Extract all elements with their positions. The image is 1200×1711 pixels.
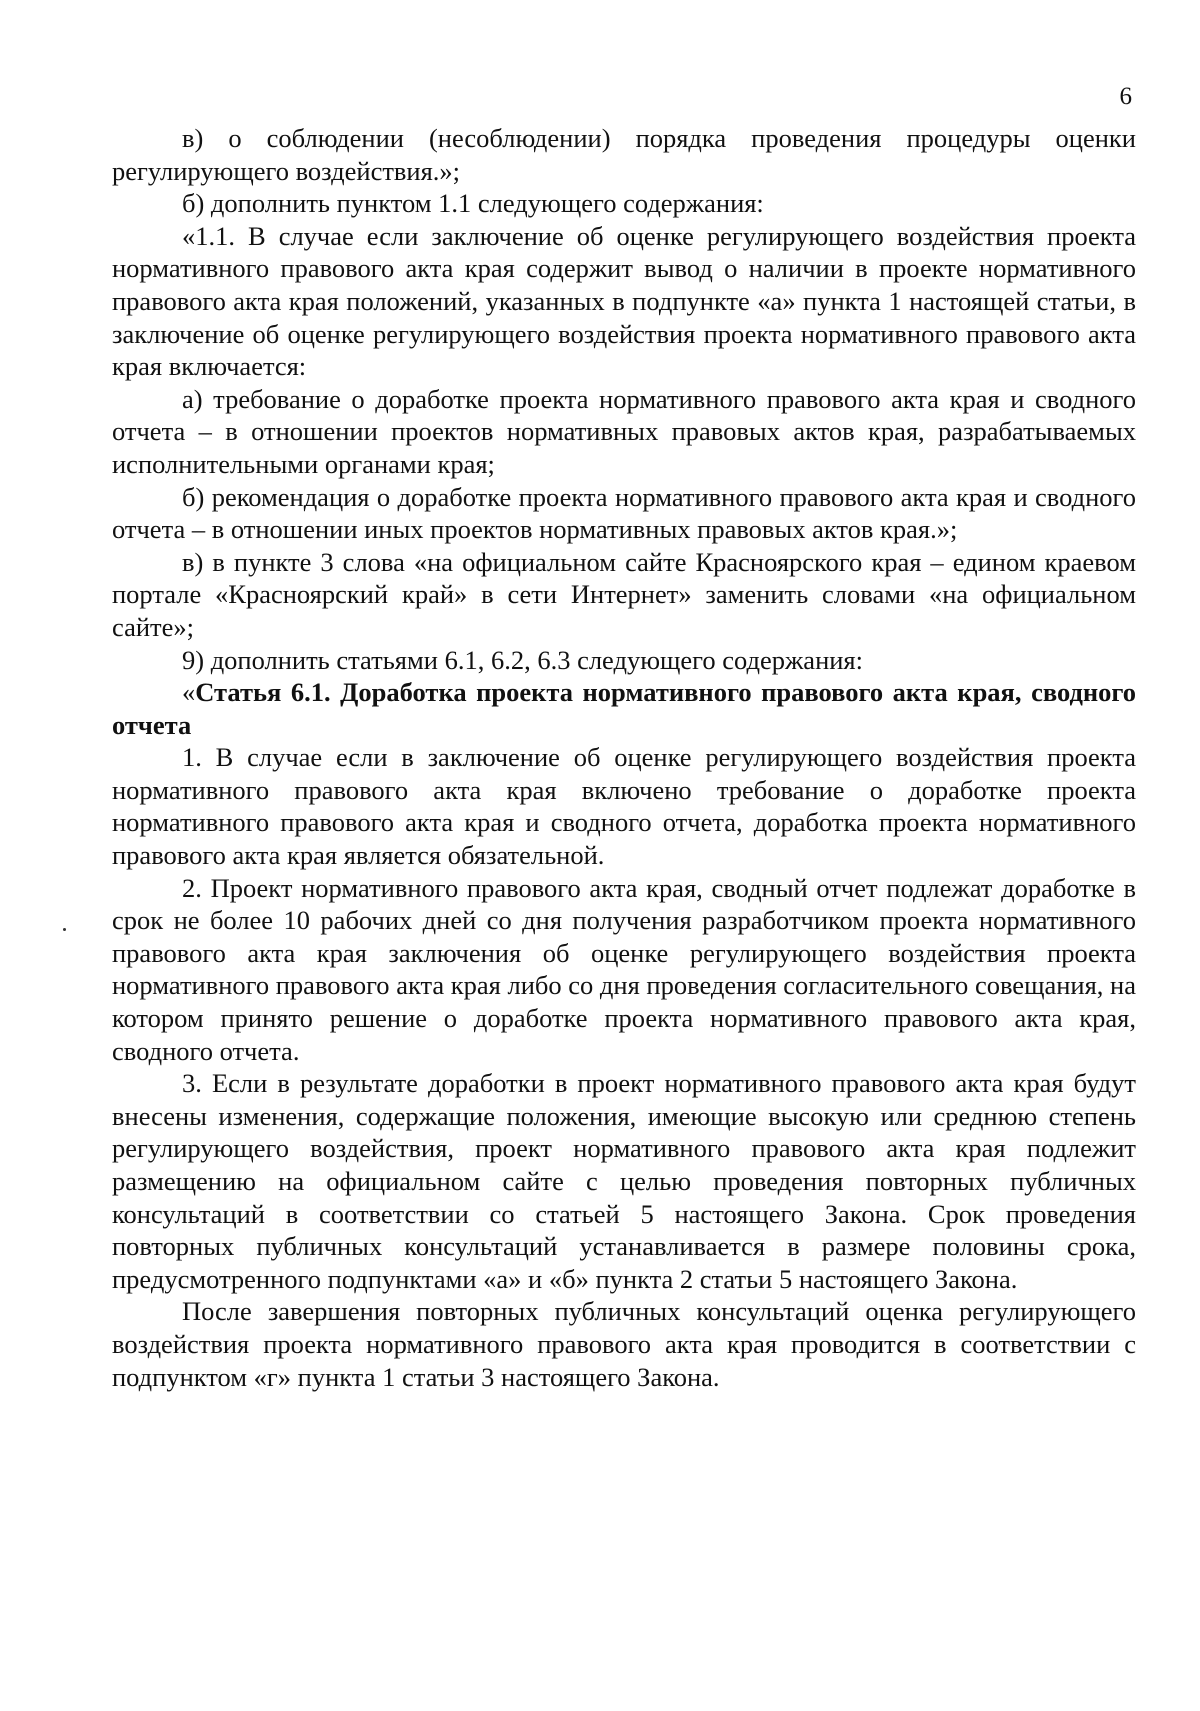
paragraph-b-add-point: б) дополнить пунктом 1.1 следующего содержания: xyxy=(182,188,764,219)
article-heading xyxy=(112,676,1136,741)
article-heading-quote: « xyxy=(182,677,196,708)
paragraph-a-requirement: а) требование о доработке проекта нормативного правового акта края и сводного отчета – в отношении проектов нормативных правовых актов края, разрабатываемых исполнительными органами края; xyxy=(112,383,1136,479)
article-item-3: 3. Если в результате доработки в проект нормативного правового акта края будут внесены изменения, содержащие положения, имеющие высокую или среднюю степень регулирующего воздействия, проект нормативного правового акта края подлежит размещению на официальном сайте с целью проведения повторных публичных консультаций в соответствии со статьей 5 настоящего Закона. Срок проведения повторных публичных консультаций устанавливается в размере половины срока, предусмотренного подпунктами «а» и «б» пункта 2 статьи 5 настоящего Закона. xyxy=(112,1068,1136,1294)
paragraph-b-recommendation: б) рекомендация о доработке проекта нормативного правового акта края и сводного отчета – в отношении иных проектов нормативных правовых актов края.»; xyxy=(112,481,1136,545)
page-number: 6 xyxy=(1119,83,1132,110)
document-body xyxy=(112,122,1136,1393)
article-item-2: 2. Проект нормативного правового акта края, сводный отчет подлежат доработке в срок не более 10 рабочих дней со дня получения разработчиком проекта нормативного правового акта края заключения об оценке регулирующего воздействия проекта нормативного правового акта края либо со дня проведения согласительного совещания, на котором принято решение о доработке проекта нормативного правового акта края, сводного отчета. xyxy=(112,872,1136,1066)
article-item-after: После завершения повторных публичных консультаций оценка регулирующего воздействия проекта нормативного правового акта края проводится в соответствии с подпунктом «г» пункта 1 статьи 3 настоящего Закона. xyxy=(112,1296,1136,1392)
paragraph-9-add-articles: 9) дополнить статьями 6.1, 6.2, 6.3 следующего содержания: xyxy=(182,644,863,675)
paragraph-v-replace-words: в) в пункте 3 слова «на официальном сайте Красноярского края – едином краевом портале «Красноярский край» в сети Интернет» заменить словами «на официальном сайте»; xyxy=(112,546,1136,642)
article-heading-text: Статья 6.1. Доработка проекта нормативного правового акта края, сводного отчета xyxy=(112,677,1136,740)
scan-speck xyxy=(63,928,66,931)
paragraph-v-compliance: в) о соблюдении (несоблюдении) порядка проведения процедуры оценки регулирующего воздействия.»; xyxy=(112,123,1136,186)
paragraph-point-1-1: «1.1. В случае если заключение об оценке регулирующего воздействия проекта нормативного правового акта края содержит вывод о наличии в проекте нормативного правового акта края положений, указанных в подпункте «а» пункта 1 настоящей статьи, в заключение об оценке регулирующего воздействия проекта нормативного правового акта края включается: xyxy=(112,220,1136,382)
article-item-1: 1. В случае если в заключение об оценке регулирующего воздействия проекта нормативного правового акта края включено требование о доработке проекта нормативного правового акта края и сводного отчета, доработка проекта нормативного правового акта края является обязательной. xyxy=(112,742,1136,871)
